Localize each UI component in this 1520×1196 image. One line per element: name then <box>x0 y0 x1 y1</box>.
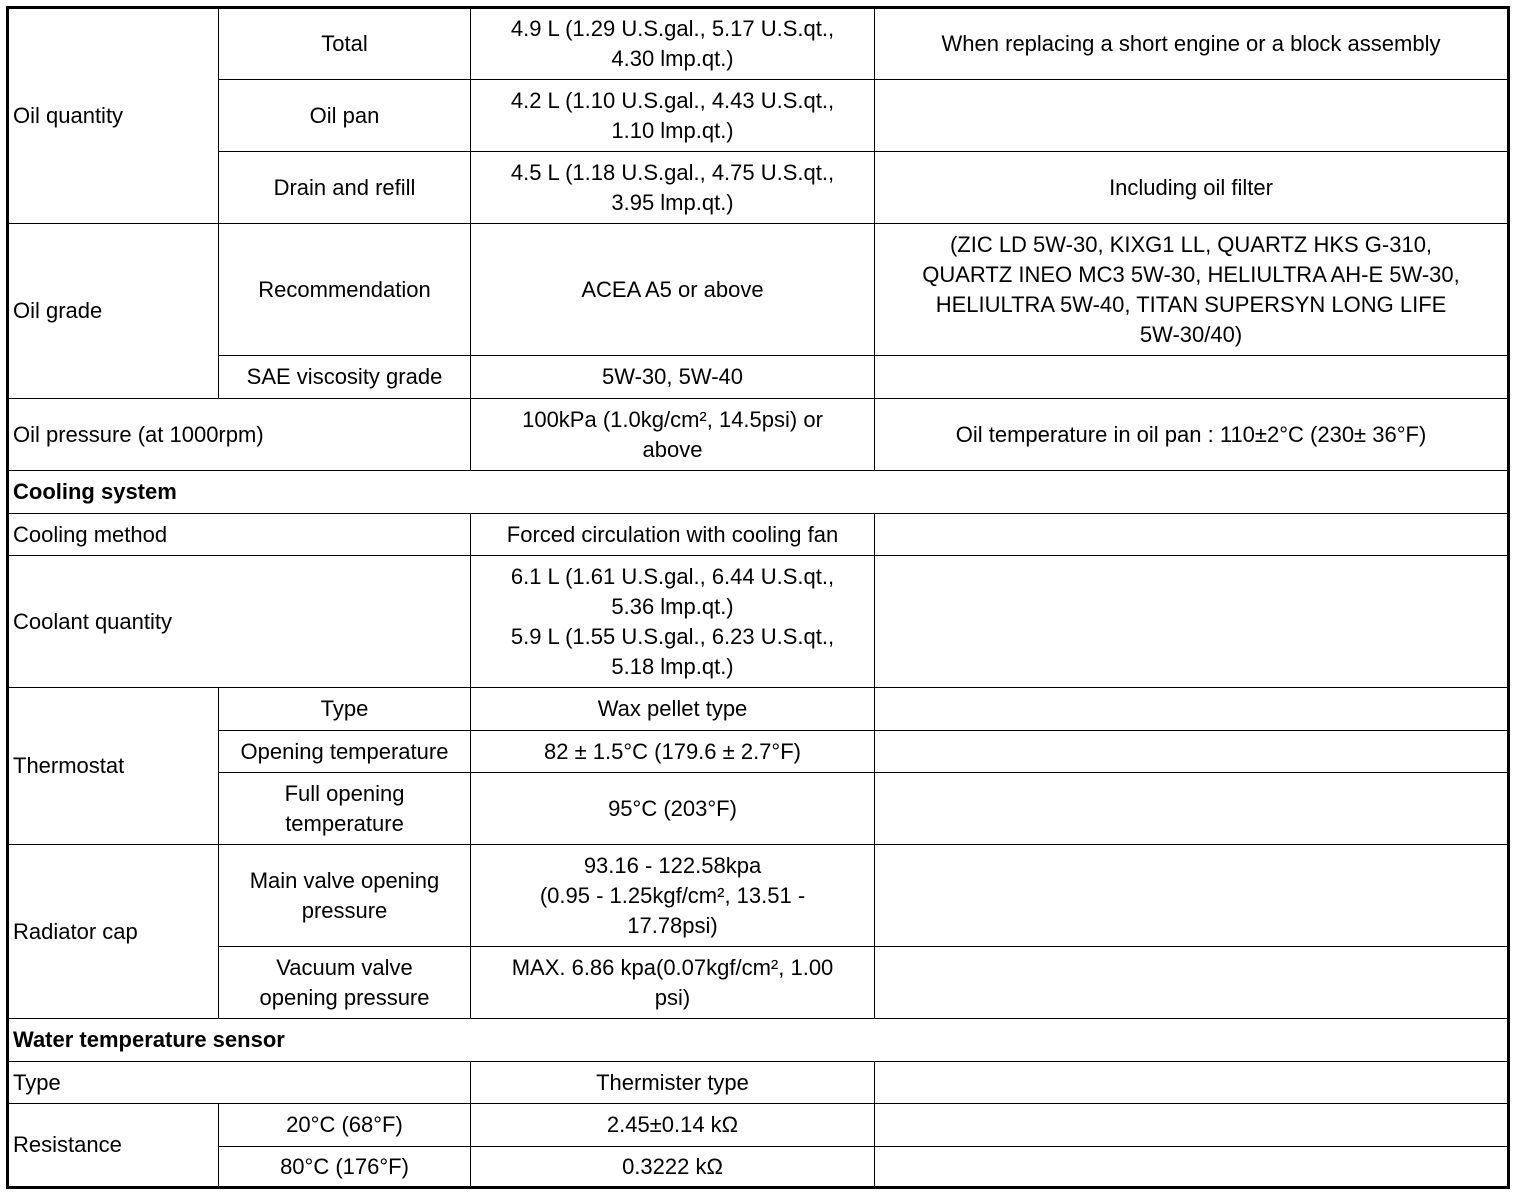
water-temperature-sensor-heading: Water temperature sensor <box>8 1019 1509 1062</box>
specification-table <box>6 6 1510 1189</box>
table-row <box>8 1062 1509 1104</box>
spec-value: 6.1 L (1.61 U.S.gal., 6.44 U.S.qt., 5.36 lmp.qt.) 5.9 L (1.55 U.S.gal., 6.23 U.S.qt., 5.18 lmp.qt.) <box>471 556 875 688</box>
spec-value: ACEA A5 or above <box>471 224 875 356</box>
spec-value: 82 ± 1.5°C (179.6 ± 2.7°F) <box>471 731 875 773</box>
spec-remark: Oil temperature in oil pan : 110±2°C (230± 36°F) <box>875 399 1509 471</box>
table-row <box>8 688 1509 731</box>
spec-value: 100kPa (1.0kg/cm², 14.5psi) or above <box>471 399 875 471</box>
oil-grade-label: Oil grade <box>8 224 219 399</box>
table-row <box>8 773 1509 845</box>
table-row <box>8 8 1509 80</box>
spec-remark <box>875 356 1509 399</box>
section-header-row <box>8 471 1509 514</box>
table-row <box>8 947 1509 1019</box>
spec-value: Thermister type <box>471 1062 875 1104</box>
spec-value: 2.45±0.14 kΩ <box>471 1104 875 1147</box>
spec-value: 0.3222 kΩ <box>471 1147 875 1188</box>
spec-remark <box>875 1147 1509 1188</box>
oil-quantity-label: Oil quantity <box>8 8 219 224</box>
table-row <box>8 731 1509 773</box>
spec-value: 4.5 L (1.18 U.S.gal., 4.75 U.S.qt., 3.95 lmp.qt.) <box>471 152 875 224</box>
spec-remark <box>875 947 1509 1019</box>
spec-item: Drain and refill <box>219 152 471 224</box>
table-row <box>8 514 1509 556</box>
table-row <box>8 80 1509 152</box>
cooling-method-label: Cooling method <box>8 514 471 556</box>
oil-pressure-label: Oil pressure (at 1000rpm) <box>8 399 471 471</box>
resistance-label: Resistance <box>8 1104 219 1188</box>
section-header-row <box>8 1019 1509 1062</box>
spec-item: Vacuum valve opening pressure <box>219 947 471 1019</box>
spec-item: Opening temperature <box>219 731 471 773</box>
spec-value: MAX. 6.86 kpa(0.07kgf/cm², 1.00 psi) <box>471 947 875 1019</box>
table-row <box>8 224 1509 356</box>
spec-value: Wax pellet type <box>471 688 875 731</box>
table-row <box>8 1147 1509 1188</box>
thermostat-label: Thermostat <box>8 688 219 845</box>
spec-value: 5W-30, 5W-40 <box>471 356 875 399</box>
spec-item: Type <box>219 688 471 731</box>
table-row <box>8 1104 1509 1147</box>
spec-item: Total <box>219 8 471 80</box>
spec-item: Full opening temperature <box>219 773 471 845</box>
spec-item: Main valve opening pressure <box>219 845 471 947</box>
table-row <box>8 356 1509 399</box>
spec-value: 4.2 L (1.10 U.S.gal., 4.43 U.S.qt., 1.10 lmp.qt.) <box>471 80 875 152</box>
spec-remark <box>875 773 1509 845</box>
spec-value: Forced circulation with cooling fan <box>471 514 875 556</box>
spec-remark <box>875 80 1509 152</box>
spec-item: 80°C (176°F) <box>219 1147 471 1188</box>
spec-remark <box>875 1062 1509 1104</box>
table-row <box>8 556 1509 688</box>
radiator-cap-label: Radiator cap <box>8 845 219 1019</box>
spec-remark <box>875 556 1509 688</box>
spec-value: 93.16 - 122.58kpa (0.95 - 1.25kgf/cm², 13.51 - 17.78psi) <box>471 845 875 947</box>
spec-item: Oil pan <box>219 80 471 152</box>
spec-value: 4.9 L (1.29 U.S.gal., 5.17 U.S.qt., 4.30 lmp.qt.) <box>471 8 875 80</box>
coolant-quantity-label: Coolant quantity <box>8 556 471 688</box>
table-row <box>8 399 1509 471</box>
spec-remark <box>875 514 1509 556</box>
spec-value: 95°C (203°F) <box>471 773 875 845</box>
spec-remark: When replacing a short engine or a block assembly <box>875 8 1509 80</box>
table-row <box>8 845 1509 947</box>
spec-item: SAE viscosity grade <box>219 356 471 399</box>
spec-remark: (ZIC LD 5W-30, KIXG1 LL, QUARTZ HKS G-310, QUARTZ INEO MC3 5W-30, HELIULTRA AH-E 5W-30, HELIULTRA 5W-40, TITAN SUPERSYN LONG LIFE 5W-30/40) <box>875 224 1509 356</box>
spec-remark: Including oil filter <box>875 152 1509 224</box>
spec-remark <box>875 1104 1509 1147</box>
spec-item: 20°C (68°F) <box>219 1104 471 1147</box>
spec-remark <box>875 845 1509 947</box>
cooling-system-heading: Cooling system <box>8 471 1509 514</box>
spec-remark <box>875 731 1509 773</box>
table-row <box>8 152 1509 224</box>
spec-remark <box>875 688 1509 731</box>
spec-item: Recommendation <box>219 224 471 356</box>
sensor-type-label: Type <box>8 1062 471 1104</box>
